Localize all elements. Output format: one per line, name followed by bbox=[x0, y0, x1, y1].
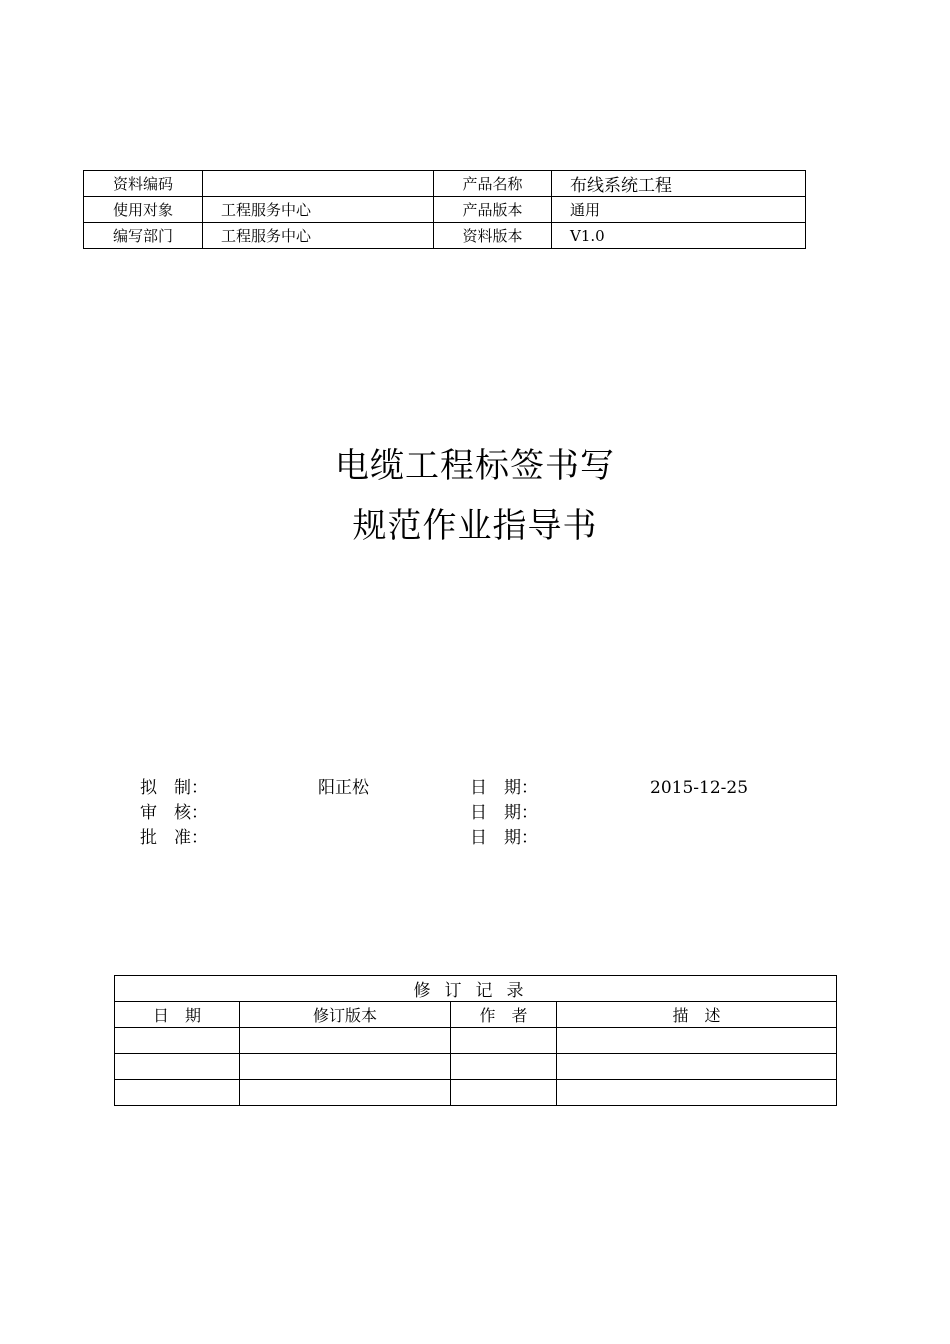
revision-table-title: 修订记录 bbox=[115, 976, 837, 1002]
info-value: 布线系统工程 bbox=[552, 171, 806, 197]
document-title-line-2: 规范作业指导书 bbox=[352, 506, 598, 546]
table-cell bbox=[557, 1054, 837, 1080]
approval-name: 阳正松 bbox=[318, 778, 369, 798]
approval-label: 批 准： bbox=[140, 828, 208, 848]
approval-date-label: 日 期： bbox=[470, 778, 538, 798]
info-value: 工程服务中心 bbox=[203, 223, 434, 249]
column-header: 修订版本 bbox=[240, 1002, 451, 1028]
approval-label: 审 核： bbox=[140, 803, 208, 823]
info-value bbox=[203, 171, 434, 197]
approval-date: 2015-12-25 bbox=[650, 778, 749, 798]
approval-date-label: 日 期： bbox=[470, 828, 538, 848]
table-cell bbox=[240, 1054, 451, 1080]
info-label: 资料版本 bbox=[434, 223, 552, 249]
table-row bbox=[84, 223, 806, 249]
table-cell bbox=[240, 1080, 451, 1106]
table-row bbox=[84, 171, 806, 197]
table-cell bbox=[557, 1080, 837, 1106]
table-row bbox=[84, 197, 806, 223]
table-cell bbox=[451, 1080, 557, 1106]
table-row bbox=[115, 1054, 837, 1080]
approval-label: 拟 制： bbox=[140, 778, 208, 798]
info-value: V1.0 bbox=[552, 223, 806, 249]
document-title-line-1: 电缆工程标签书写 bbox=[335, 446, 615, 486]
table-cell bbox=[451, 1054, 557, 1080]
revision-record-table bbox=[114, 975, 837, 1106]
table-cell bbox=[557, 1028, 837, 1054]
info-label: 资料编码 bbox=[84, 171, 203, 197]
table-cell bbox=[115, 1028, 240, 1054]
info-value: 通用 bbox=[552, 197, 806, 223]
info-label: 编写部门 bbox=[84, 223, 203, 249]
approval-date-label: 日 期： bbox=[470, 803, 538, 823]
table-header-row bbox=[115, 1002, 837, 1028]
info-value: 工程服务中心 bbox=[203, 197, 434, 223]
table-cell bbox=[115, 1054, 240, 1080]
table-cell bbox=[240, 1028, 451, 1054]
table-cell bbox=[115, 1080, 240, 1106]
table-title-row bbox=[115, 976, 837, 1002]
column-header: 日 期 bbox=[115, 1002, 240, 1028]
document-info-table bbox=[83, 170, 806, 249]
info-label: 使用对象 bbox=[84, 197, 203, 223]
column-header: 作 者 bbox=[451, 1002, 557, 1028]
table-row bbox=[115, 1028, 837, 1054]
info-label: 产品版本 bbox=[434, 197, 552, 223]
info-label: 产品名称 bbox=[434, 171, 552, 197]
table-cell bbox=[451, 1028, 557, 1054]
table-row bbox=[115, 1080, 837, 1106]
column-header: 描 述 bbox=[557, 1002, 837, 1028]
